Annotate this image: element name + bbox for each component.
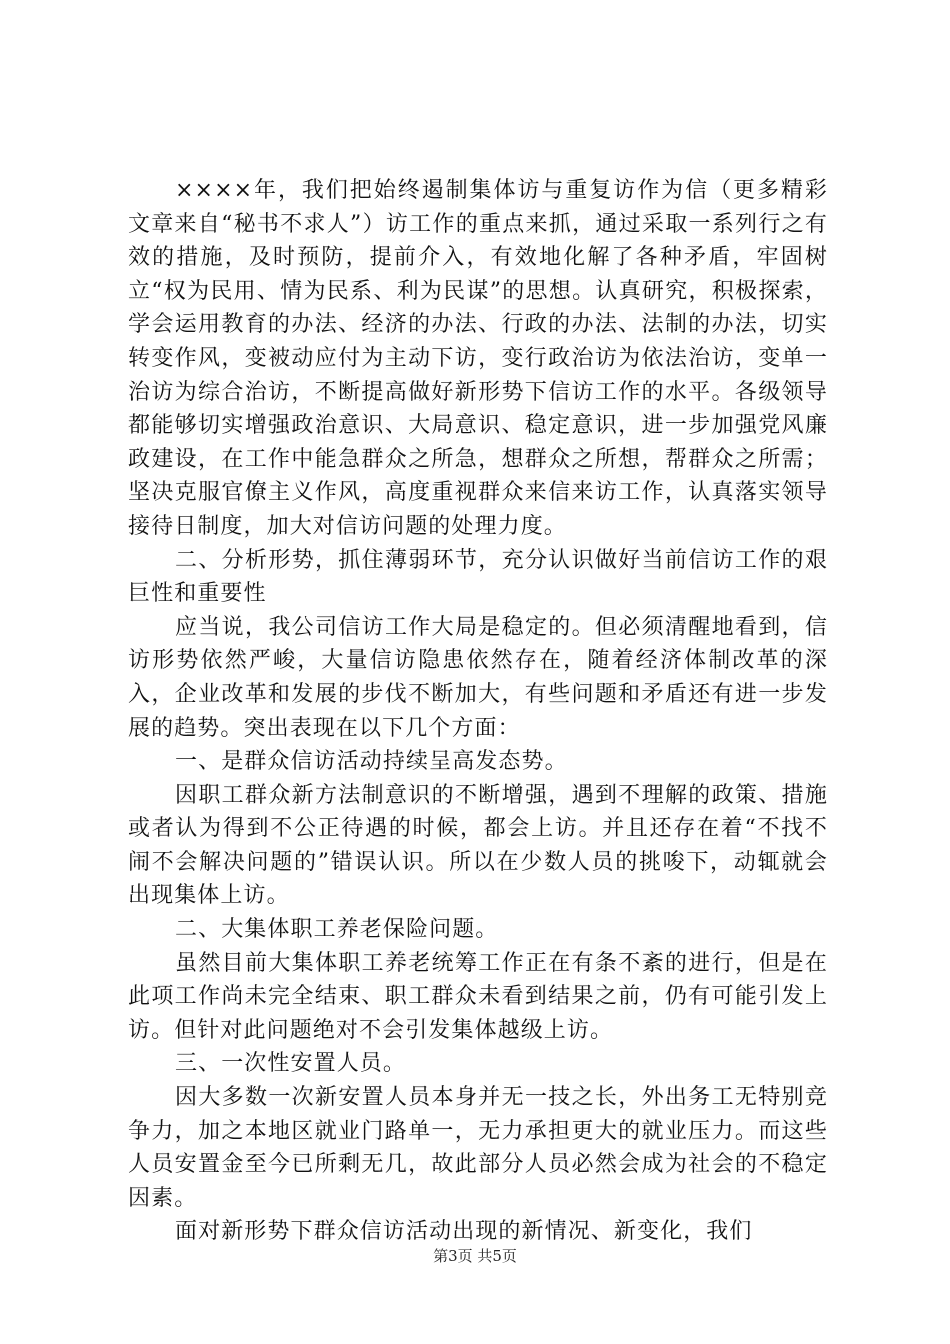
paragraph-6-item: 二、大集体职工养老保险问题。 [175,917,499,943]
paragraph-4-item: 一、是群众信访活动持续呈高发态势。 [175,749,568,775]
paragraph-8-item: 三、一次性安置人员。 [175,1051,407,1077]
paragraph-3: 应当说，我公司信访工作大局是稳定的。但必须清醒地看到，信访形势依然严峻，大量信访隐患依然存在，随着经济体制改革的深入，企业改革和发展的步伐不断加大，有些问题和矛盾还有进一步发展的趋势。突出表现在以下几个方面： [128,614,828,741]
paragraph-5: 因职工群众新方法制意识的不断增强，遇到不理解的政策、措施或者认为得到不公正待遇的时候，都会上访。并且还存在着“不找不闹不会解决问题的”错误认识。所以在少数人员的挑唆下，动辄就会出现集体上访。 [128,782,828,909]
paragraph-10: 面对新形势下群众信访活动出现的新情况、新变化，我们 [175,1219,753,1245]
document-body [128,174,828,1249]
paragraph-1: ××××年，我们把始终遏制集体访与重复访作为信（更多精彩文章来自“秘书不求人”）访工作的重点来抓，通过采取一系列行之有效的措施，及时预防，提前介入，有效地化解了各种矛盾，牢固树立“权为民用、情为民系、利为民谋”的思想。认真研究，积极探索，学会运用教育的办法、经济的办法、行政的办法、法制的办法，切实转变作风，变被动应付为主动下访，变行政治访为依法治访，变单一治访为综合治访，不断提高做好新形势下信访工作的水平。各级领导都能够切实增强政治意识、大局意识、稳定意识，进一步加强党风廉政建设，在工作中能急群众之所急，想群众之所想，帮群众之所需；坚决克服官僚主义作风，高度重视群众来信来访工作，认真落实领导接待日制度，加大对信访问题的处理力度。 [128,178,828,539]
page-number-footer: 第3页 共5页 [433,1247,517,1265]
paragraph-2-heading: 二、分析形势，抓住薄弱环节，充分认识做好当前信访工作的艰巨性和重要性 [128,547,828,607]
paragraph-7: 虽然目前大集体职工养老统筹工作正在有条不紊的进行，但是在此项工作尚未完全结束、职工群众未看到结果之前，仍有可能引发上访。但针对此问题绝对不会引发集体越级上访。 [128,950,828,1043]
paragraph-9: 因大多数一次新安置人员本身并无一技之长，外出务工无特别竞争力，加之本地区就业门路单一，无力承担更大的就业压力。而这些人员安置金至今已所剩无几，故此部分人员必然会成为社会的不稳定因素。 [128,1085,828,1211]
